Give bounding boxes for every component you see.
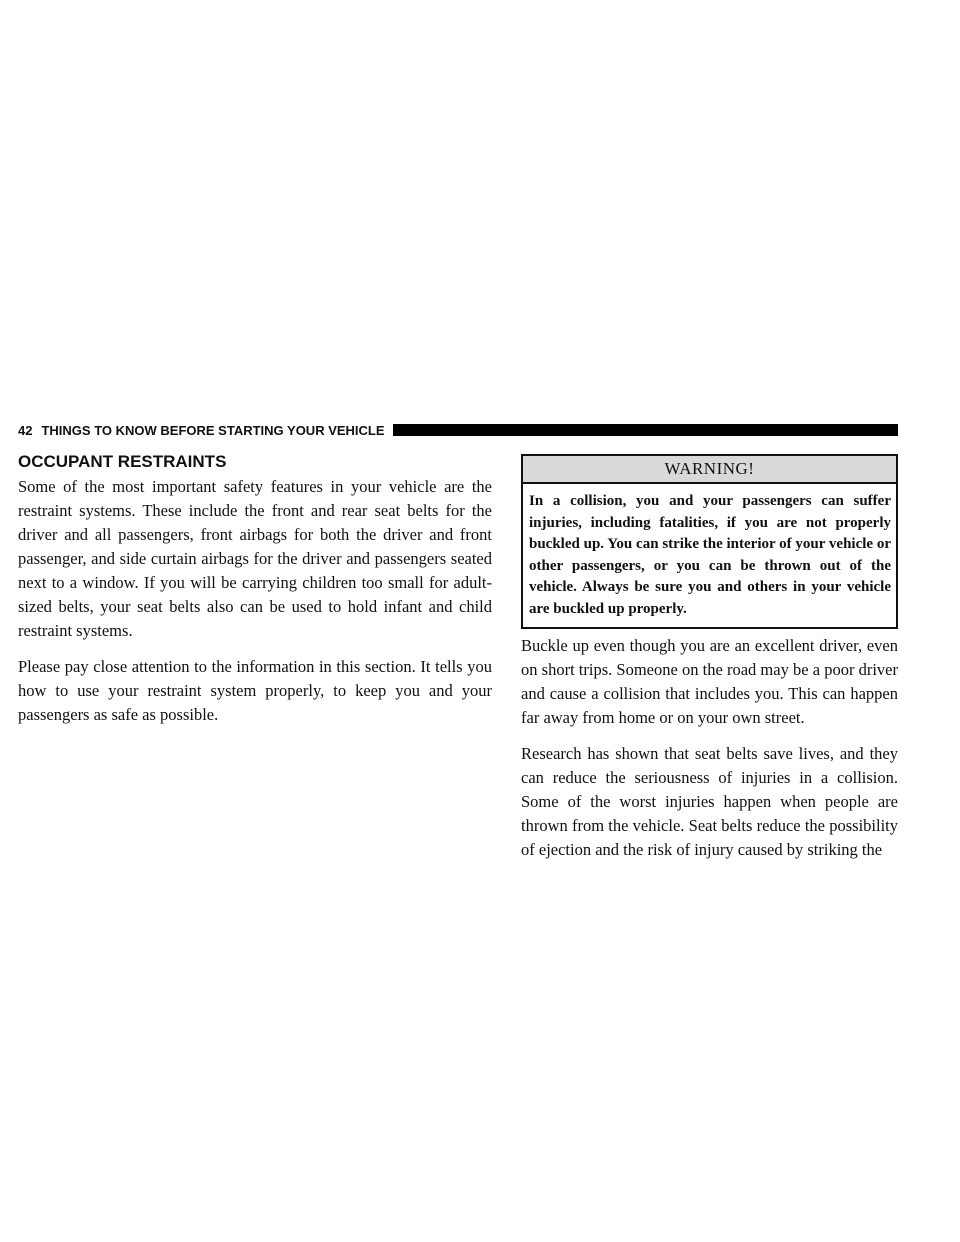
left-column bbox=[18, 452, 492, 739]
body-paragraph: Research has shown that seat belts save lives, and they can reduce the seriousness of injuries in a collision. Some of the worst injuries happen when people are thrown from the vehicle. Seat belts reduce the possibility of ejection and the risk of injury caused by striking the bbox=[521, 744, 898, 859]
section-title: THINGS TO KNOW BEFORE STARTING YOUR VEHICLE bbox=[41, 422, 385, 438]
warning-title: WARNING! bbox=[523, 456, 896, 484]
body-paragraph: Some of the most important safety features in your vehicle are the restraint systems. These include the front and rear seat belts for the driver and all passengers, front airbags for both the driver and front passenger, and side curtain airbags for the driver and passengers seated next to a window. If you will be carrying children too small for adult-sized belts, your seat belts also can be used to hold infant and child restraint systems. bbox=[18, 477, 492, 640]
page-header bbox=[18, 419, 898, 441]
section-heading: OCCUPANT RESTRAINTS bbox=[18, 452, 227, 471]
warning-box bbox=[521, 454, 898, 629]
right-column bbox=[521, 454, 898, 874]
body-paragraph: Buckle up even though you are an excellent driver, even on short trips. Someone on the road may be a poor driver and cause a collision that includes you. This can happen far away from home or on your own street. bbox=[521, 636, 898, 727]
header-rule bbox=[393, 424, 898, 436]
body-paragraph: Please pay close attention to the information in this section. It tells you how to use your restraint system properly, to keep you and your passengers as safe as possible. bbox=[18, 657, 492, 724]
page-number: 42 bbox=[18, 422, 33, 438]
warning-text: In a collision, you and your passengers can suffer injuries, including fatalities, if you are not properly buckled up. You can strike the interior of your vehicle or other passengers, or you can be thrown out of the vehicle. Always be sure you and others in your vehicle are buckled up properly. bbox=[529, 493, 891, 617]
